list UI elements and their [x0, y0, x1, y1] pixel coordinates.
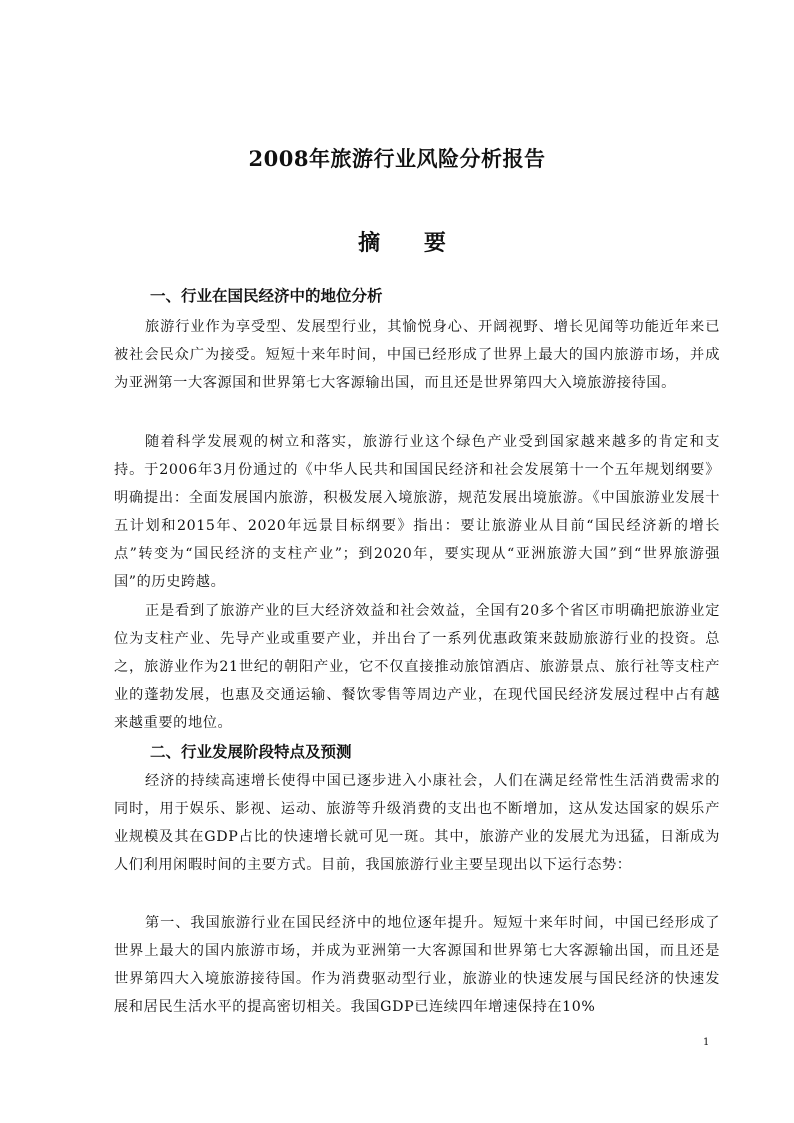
paragraph: 旅游行业作为享受型、发展型行业，其愉悦身心、开阔视野、增长见闻等功能近年来已被社会民众广为接受。短短十来年时间，中国已经形成了世界上最大的国内旅游市场，并成为亚洲第一大客源国和世界第七大客源输出国，而且还是世界第四大入境旅游接待国。 [114, 319, 720, 391]
paragraph: 经济的持续高速增长使得中国已逐步进入小康社会，人们在满足经常性生活消费需求的同时，用于娱乐、影视、运动、旅游等升级消费的支出也不断增加，这从发达国家的娱乐产业规模及其在GDP占比的快速增长就可见一斑。其中，旅游产业的发展尤为迅猛，日渐成为人们利用闲暇时间的主要方式。目前，我国旅游行业主要呈现出以下运行态势： [114, 773, 720, 873]
paragraph: 正是看到了旅游产业的巨大经济效益和社会效益，全国有20多个省区市明确把旅游业定位为支柱产业、先导产业或重要产业，并出台了一系列优惠政策来鼓励旅游行业的投资。总之，旅游业作为21世纪的朝阳产业，它不仅直接推动旅馆酒店、旅游景点、旅行社等支柱产业的蓬勃发展，也惠及交通运输、餐饮零售等周边产业，在现代国民经济发展过程中占有越来越重要的地位。 [114, 603, 720, 731]
document-title: 2008年旅游行业风险分析报告 [248, 146, 546, 171]
paragraph: 随着科学发展观的树立和落实，旅游行业这个绿色产业受到国家越来越多的肯定和支持。于2006年3月份通过的《中华人民共和国国民经济和社会发展第十一个五年规划纲要》明确提出：全面发展国内旅游，积极发展入境旅游，规范发展出境旅游。《中国旅游业发展十五计划和2015年、2020年远景目标纲要》指出：要让旅游业从目前“国民经济新的增长点”转变为“国民经济的支柱产业”；到2020年，要实现从“亚洲旅游大国”到“世界旅游强国”的历史跨越。 [114, 434, 720, 590]
paragraph: 第一、我国旅游行业在国民经济中的地位逐年提升。短短十来年时间，中国已经形成了世界上最大的国内旅游市场，并成为亚洲第一大客源国和世界第七大客源输出国，而且还是世界第四大入境旅游接待国。作为消费驱动型行业，旅游业的快速发展与国民经济的快速发展和居民生活水平的提高密切相关。我国GDP已连续四年增速保持在10% [114, 915, 720, 1015]
page-number: 1 [703, 1037, 710, 1048]
section-heading-2: 二、行业发展阶段特点及预测 [150, 742, 352, 761]
abstract-heading: 摘 要 [358, 230, 464, 256]
section-heading-1: 一、行业在国民经济中的地位分析 [150, 286, 383, 305]
